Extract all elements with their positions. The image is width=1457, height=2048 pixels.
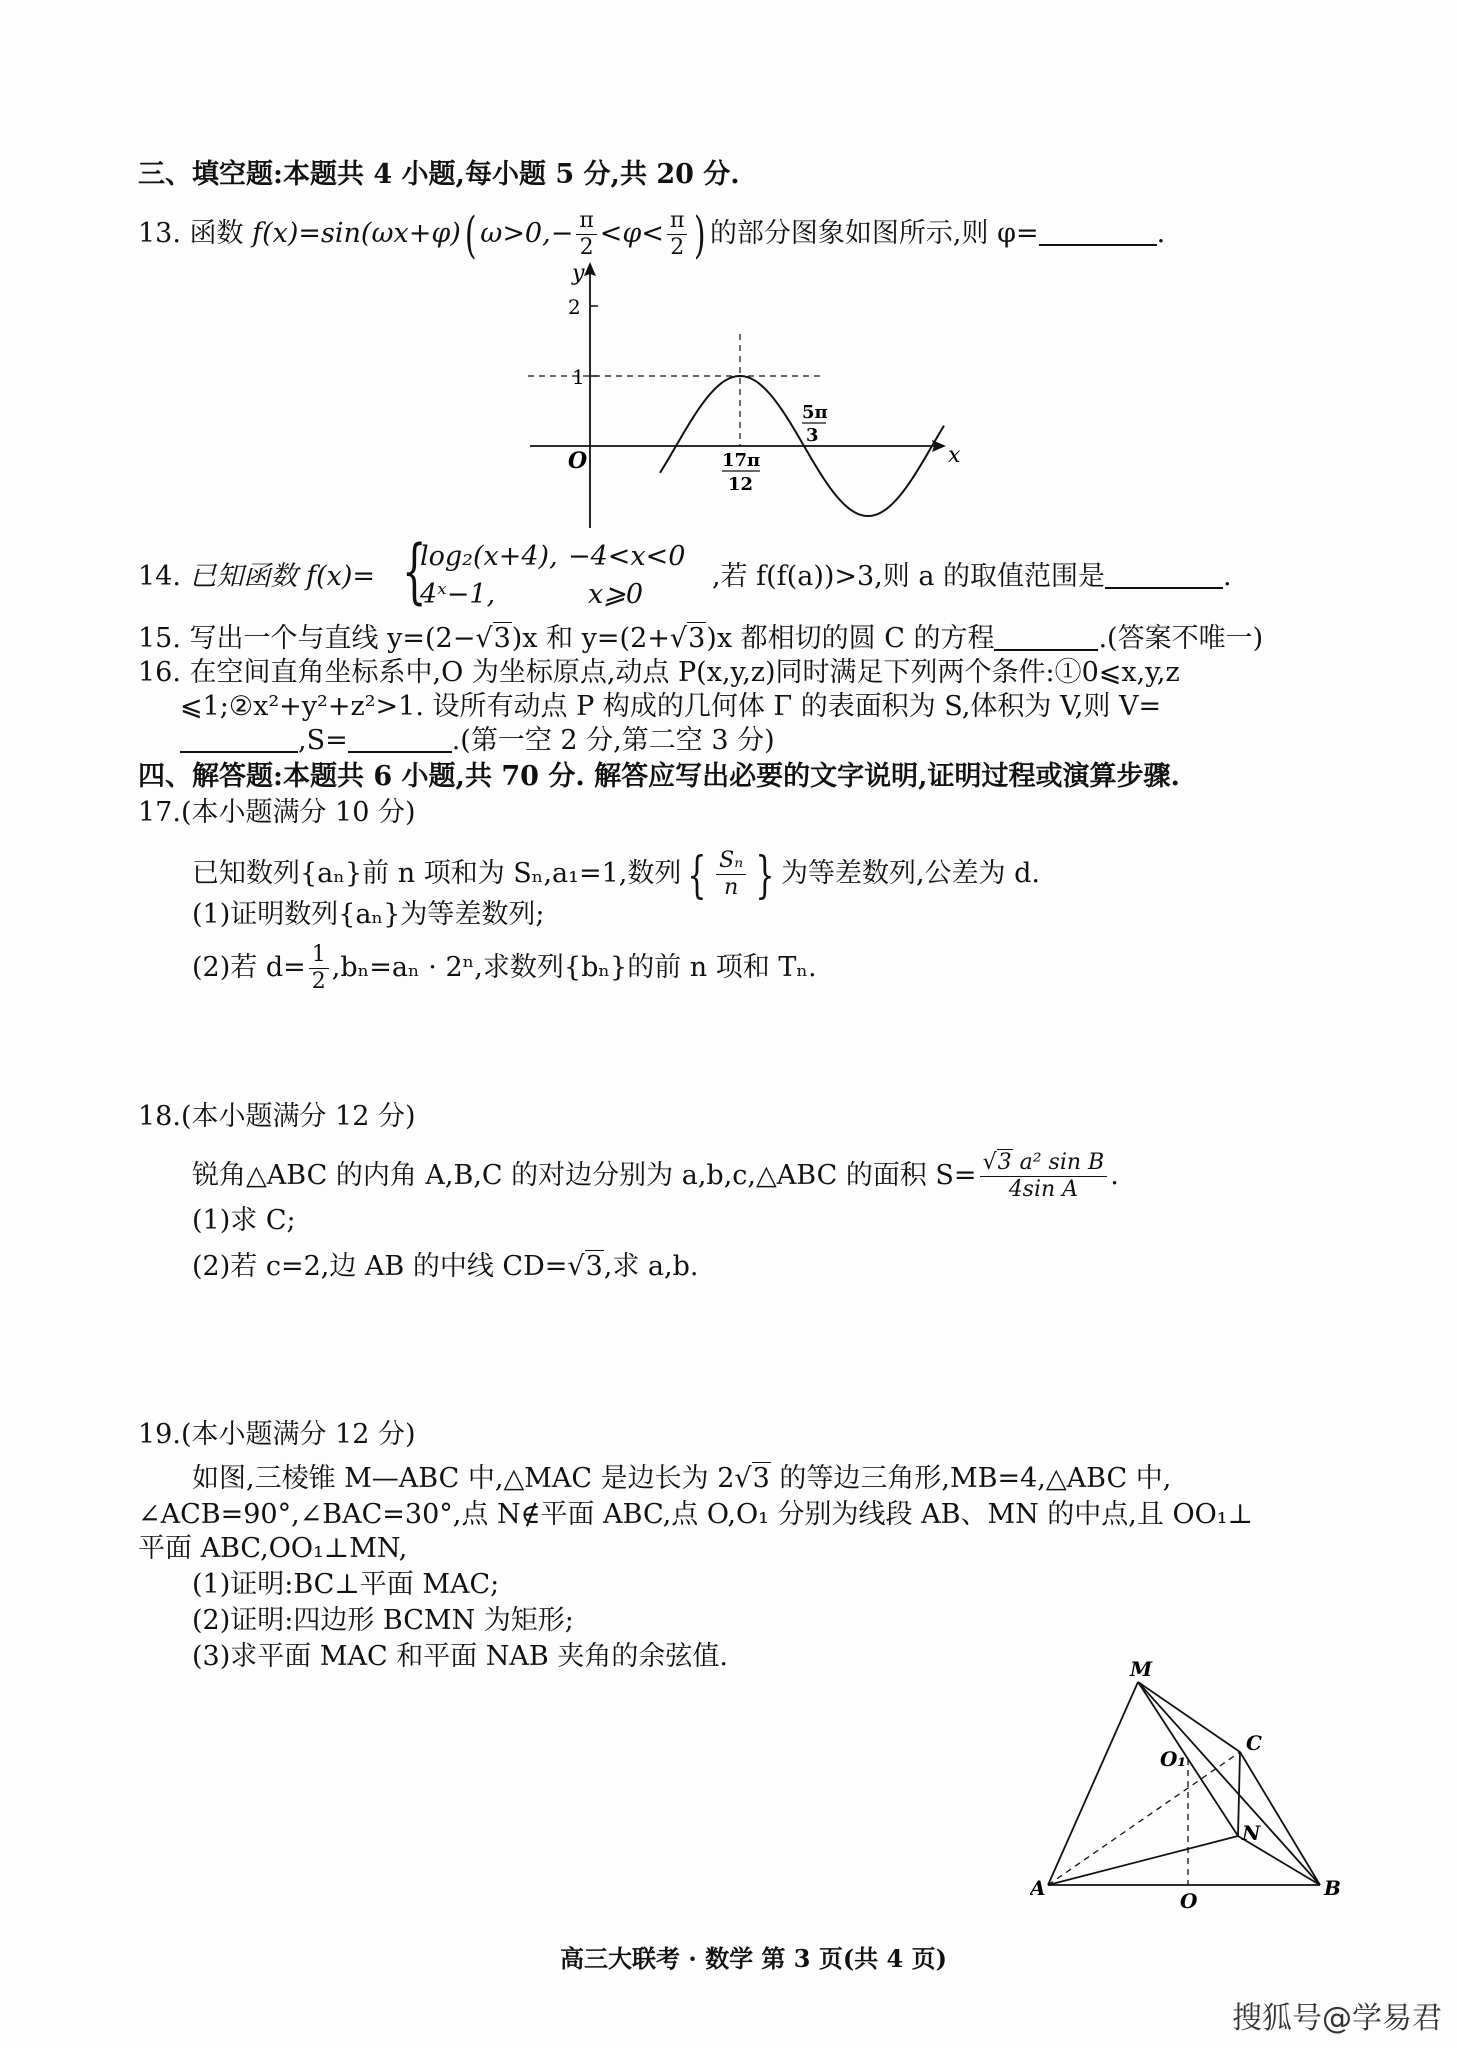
- x-label-3: 3: [806, 425, 819, 446]
- edge-AN: [1048, 1836, 1238, 1885]
- q15-number: 15.: [138, 623, 181, 654]
- fraction-area: $\frac{\text{√3 a² sin B}}{\text{4sin A}}$: [980, 1150, 1108, 1203]
- x-label-17pi: 17π: [722, 450, 761, 471]
- q16-number: 16.: [138, 657, 181, 688]
- q15: 15. 写出一个与直线 y=(2−√3)x 和 y=(2+√3)x 都相切的圆 C 的方程 .(答案不唯一): [138, 623, 1264, 654]
- q16-line2: ⩽1;②x²+y²+z²>1. 设所有动点 P 构成的几何体 Γ 的表面积为 S,体积为 V,则 V=: [180, 691, 1162, 722]
- edge-MA: [1048, 1682, 1138, 1885]
- y-axis-arrow: [584, 262, 596, 276]
- q19-part2: (2)证明:四边形 BCMN 为矩形;: [192, 1605, 574, 1636]
- answer-blank: [348, 725, 452, 753]
- q19-line2: ∠ACB=90°,∠BAC=30°,点 N∉平面 ABC,点 O,O₁ 分别为线段 AB、MN 的中点,且 OO₁⊥: [138, 1499, 1253, 1530]
- q13: 13. 函数 f(x)=sin(ωx+φ)( ω>0,− $\frac{\pi}{2}$ <φ< $\frac{\pi}{2}$ ) 的部分图象如图所示,则 φ= .: [138, 205, 1166, 264]
- answer-blank: [1105, 561, 1223, 589]
- y-axis-label: y: [572, 261, 585, 286]
- q19-part3: (3)求平面 MAC 和平面 NAB 夹角的余弦值.: [192, 1641, 728, 1672]
- q19-part1: (1)证明:BC⊥平面 MAC;: [192, 1569, 500, 1600]
- fraction-sn-over-n: $\frac{\text{Sₙ}}{n}$: [716, 848, 746, 901]
- q16-line3: ,S= .(第一空 2 分,第二空 3 分): [180, 724, 775, 758]
- exam-page: 三、填空题:本题共 4 小题,每小题 5 分,共 20 分. 13. 函数 f(x)=sin(ωx+φ)( ω>0,− $\frac{\pi}{2}$ <φ< $\frac{\pi}{2}$ ) 的部分图象如图所示,则 φ= . y x O 2 1 17π 12 5π 3 14. 已知函数 f(x)= { log₂(x+4), −4<x<0 4ˣ−1, x⩾0 ,若 f(f(a))>3,则 a 的取值范围是 . 15. 写出一个与直线 y=(2−√3)x 和 y=(2+√3)x 都相切的圆 C 的方程 .(答案不唯一) 16. 在空间直角坐标系中,O 为坐标原点,动点 P(x,y,z)同时满足下列两个条件:①0⩽x,y,z ⩽1;②x²+y²+z²>1. 设所有动点 P 构成的几何体 Γ 的表面积为 S,体积为 V,则 V= ,S= .(第一空 2 分,第二空 3 分) 四、解答题:本题共 6 小题,共 70 分. 解答应写出必要的文字说明,证明过程或演算步骤. 17.(本小题满分 10 分) 已知数列{aₙ}前 n 项和为 Sₙ,a₁=1,数列 { $\frac{\text{Sₙ}}{n}$ } 为等差数列,公差为 d. (1)证明数列{aₙ}为等差数列; (2)若 d= $\frac{1}{2}$ ,bₙ=aₙ · 2ⁿ,求数列{bₙ}的前 n 项和 Tₙ. 18.(本小题满分 12 分) 锐角△ABC 的内角 A,B,C 的对边分别为 a,b,c,△ABC 的面积 S= $\frac{\text{√3 a² sin B}}{\text{4sin A}}$ . (1)求 C; (2)若 c=2,边 AB 的中线 CD=√3,求 a,b. 19.(本小题满分 12 分) 如图,三棱锥 M—ABC 中,△MAC 是边长为 2√3 的等边三角形,MB=4,△ABC 中, ∠ACB=90°,∠BAC=30°,点 N∉平面 ABC,点 O,O₁ 分别为线段 AB、MN 的中点,且 OO₁⊥ 平面 ABC,OO₁⊥MN, (1)证明:BC⊥平面 MAC; (2)证明:四边形 BCMN 为矩形; (3)求平面 MAC 和平面 NAB 夹角的余弦值. M C O₁ N A B O 高三大联考 · 数学 第 3 页(共 4 页) 搜狐号@学易君: [138, 159, 1442, 2036]
- sine-graph: [520, 258, 960, 538]
- x-label-5pi: 5π: [802, 402, 828, 423]
- q17-line1: 已知数列{aₙ}前 n 项和为 Sₙ,a₁=1,数列 { $\frac{\text{Sₙ}}{n}$ } 为等差数列,公差为 d.: [192, 845, 1040, 904]
- q18-line1: 锐角△ABC 的内角 A,B,C 的对边分别为 a,b,c,△ABC 的面积 S= $\frac{\text{√3 a² sin B}}{\text{4sin A}}$ .: [192, 1150, 1119, 1202]
- label-C: C: [1246, 1731, 1262, 1755]
- q14-number: 14.: [138, 561, 181, 592]
- case2-cond: x⩾0: [588, 579, 644, 610]
- edge-NC: [1238, 1752, 1240, 1836]
- section4-title: 四、解答题:本题共 6 小题,共 70 分. 解答应写出必要的文字说明,证明过程或演算步骤.: [138, 761, 1180, 792]
- answer-blank: [1039, 218, 1157, 246]
- pyramid-figure: [1030, 1660, 1350, 1910]
- label-M: M: [1130, 1660, 1153, 1681]
- q18-header: 18.(本小题满分 12 分): [138, 1101, 416, 1132]
- case2-expr: 4ˣ−1,: [420, 579, 496, 610]
- label-O1: O₁: [1160, 1747, 1187, 1771]
- q19-line1: 如图,三棱锥 M—ABC 中,△MAC 是边长为 2√3 的等边三角形,MB=4,△ABC 中,: [192, 1463, 1172, 1494]
- q13-number: 13.: [138, 218, 181, 249]
- label-N: N: [1242, 1821, 1261, 1845]
- q18-part2: (2)若 c=2,边 AB 的中线 CD=√3,求 a,b.: [192, 1251, 699, 1282]
- q17-part1: (1)证明数列{aₙ}为等差数列;: [192, 899, 545, 930]
- q14: 14. 已知函数 f(x)=: [138, 561, 376, 592]
- q19-line3: 平面 ABC,OO₁⊥MN,: [138, 1533, 408, 1564]
- q17-part2: (2)若 d= $\frac{1}{2}$ ,bₙ=aₙ · 2ⁿ,求数列{bₙ}的前 n 项和 Tₙ.: [192, 942, 817, 994]
- page-footer: 高三大联考 · 数学 第 3 页(共 4 页): [560, 1944, 947, 1973]
- case1-expr: log₂(x+4),: [420, 541, 558, 572]
- q16: 16. 在空间直角坐标系中,O 为坐标原点,动点 P(x,y,z)同时满足下列两个条件:①0⩽x,y,z: [138, 657, 1180, 688]
- watermark: 搜狐号@学易君: [1232, 2001, 1442, 2036]
- fraction-pi-over-2: $\frac{\pi}{2}$: [667, 208, 687, 261]
- label-A: A: [1030, 1876, 1046, 1900]
- y-tick-label-2: 2: [568, 295, 581, 319]
- q13-function: f(x)=sin(ωx+φ): [252, 218, 461, 249]
- q17-header: 17.(本小题满分 10 分): [138, 797, 416, 828]
- label-O: O: [1180, 1889, 1198, 1910]
- fraction-pi-over-2: $\frac{\pi}{2}$: [576, 208, 596, 261]
- fraction-one-half: $\frac{1}{2}$: [309, 942, 329, 995]
- piecewise-brace: {: [402, 530, 427, 612]
- q19-header: 19.(本小题满分 12 分): [138, 1419, 416, 1450]
- answer-blank: [180, 725, 298, 753]
- origin-label: O: [568, 448, 588, 474]
- answer-blank: [994, 623, 1098, 651]
- q18-part1: (1)求 C;: [192, 1205, 296, 1236]
- x-label-12: 12: [728, 474, 754, 495]
- edge-MC: [1138, 1682, 1240, 1752]
- case1-cond: −4<x<0: [568, 541, 686, 572]
- x-axis-label: x: [948, 443, 960, 468]
- edge-CB: [1240, 1752, 1320, 1885]
- y-tick-label-1: 1: [572, 365, 585, 389]
- label-B: B: [1324, 1876, 1341, 1900]
- section3-title: 三、填空题:本题共 4 小题,每小题 5 分,共 20 分.: [138, 159, 740, 190]
